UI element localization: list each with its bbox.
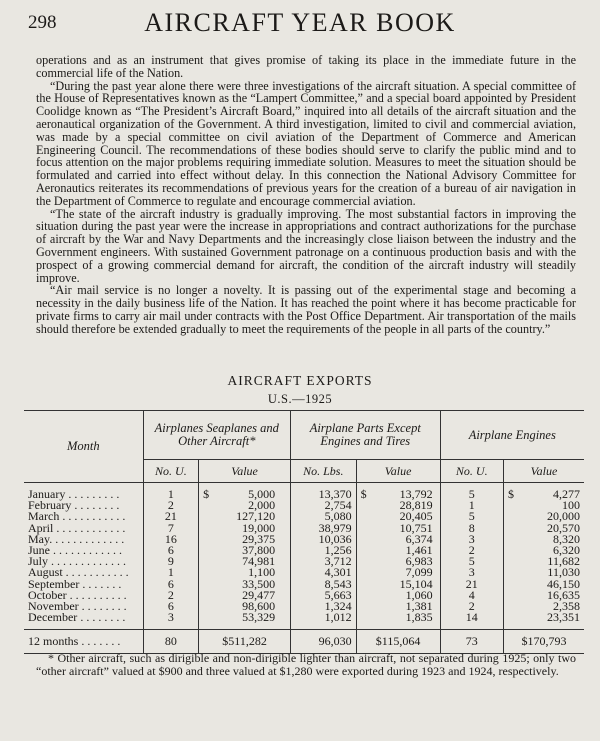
parts-value: 7,099 — [356, 567, 440, 578]
page-number: 298 — [28, 12, 57, 33]
parts-pounds: 5,080 — [290, 511, 356, 522]
parts-value: 1,461 — [356, 545, 440, 556]
subheader-no-u: No. U. — [440, 460, 503, 483]
airplane-count: 16 — [143, 534, 199, 545]
month-cell: December . . . . . . . . — [28, 610, 126, 625]
subheader-no-u: No. U. — [143, 460, 199, 483]
engine-count: 4 — [440, 590, 503, 601]
parts-pounds: 5,663 — [290, 590, 356, 601]
engine-count: 2 — [440, 601, 503, 612]
airplane-value: 127,120 — [199, 511, 291, 522]
parts-pounds: 1,256 — [290, 545, 356, 556]
airplane-value: 53,329 — [199, 612, 291, 630]
paragraph: “The state of the aircraft industry is gradually improving. The most substantial factors in improving the situation during the past year were the increase in appropriations and contract authorizations for the purchase of aircraft by the War and Navy Departments and the increasingly close liaison between the industry and the Government engineers. With sustained Government patronage on a continuous production basis and with the prospect of a growing commercial demand for aircraft, the condition of the aircraft industry will steadily improve. — [36, 206, 576, 285]
table-title: AIRCRAFT EXPORTS — [227, 373, 373, 388]
parts-pounds: 13,370 — [290, 483, 356, 501]
airplane-value: 1,100 — [199, 567, 291, 578]
parts-value-total: $115,064 — [356, 630, 440, 654]
aircraft-exports-table — [24, 410, 584, 654]
subheader-value: Value — [356, 460, 440, 483]
running-title: AIRCRAFT YEAR BOOK — [144, 8, 456, 37]
month-cell: May. . . . . . . . . . . . . — [28, 531, 125, 546]
airplane-count: 1 — [143, 483, 199, 501]
engine-value-total: $170,793 — [503, 630, 584, 654]
table-footnote: * Other aircraft, such as dirigible and non-dirigible lighter than aircraft, not separated during 1925; only two “other aircraft” valued at $900 and three valued at $1,280 were exported during 1923 and 1924, respectively. — [36, 651, 576, 678]
parts-value: 1,835 — [356, 612, 440, 630]
engine-count: 21 — [440, 579, 503, 590]
parts-value: 6,983 — [356, 556, 440, 567]
month-cell: April . . . . . . . . . . . . — [28, 520, 126, 535]
airplane-count: 7 — [143, 523, 199, 534]
engine-count: 5 — [440, 483, 503, 501]
header-airplane-parts: Airplane Parts Except Engines and Tires — [290, 411, 440, 460]
subheader-value: Value — [503, 460, 584, 483]
parts-value: 6,374 — [356, 534, 440, 545]
engine-value: 100 — [503, 500, 584, 511]
month-cell: September . . . . . . . — [28, 576, 122, 591]
parts-value: 20,405 — [356, 511, 440, 522]
subheader-value: Value — [199, 460, 291, 483]
subheader-no-lbs: No. Lbs. — [290, 460, 356, 483]
engine-value: 23,351 — [503, 612, 584, 630]
airplane-count: 21 — [143, 511, 199, 522]
engine-value: 16,635 — [503, 590, 584, 601]
engine-count: 2 — [440, 545, 503, 556]
parts-value: 1,060 — [356, 590, 440, 601]
parts-pounds: 10,036 — [290, 534, 356, 545]
parts-value: 1,381 — [356, 601, 440, 612]
engine-value: 2,358 — [503, 601, 584, 612]
airplane-count: 2 — [143, 500, 199, 511]
engine-count-total: 73 — [440, 630, 503, 654]
parts-pounds: 1,324 — [290, 601, 356, 612]
month-cell: October . . . . . . . . . . — [28, 587, 127, 602]
airplane-value: 29,375 — [199, 534, 291, 545]
airplane-value-total: $511,282 — [199, 630, 291, 654]
airplane-value: 37,800 — [199, 545, 291, 556]
engine-count: 3 — [440, 567, 503, 578]
header-airplanes: Airplanes Seaplanes and Other Aircraft* — [143, 411, 290, 460]
engine-value: 11,682 — [503, 556, 584, 567]
airplane-value: 74,981 — [199, 556, 291, 567]
engine-count: 1 — [440, 500, 503, 511]
month-cell: January . . . . . . . . . — [28, 487, 120, 501]
engine-count: 5 — [440, 511, 503, 522]
airplane-count: 9 — [143, 556, 199, 567]
airplane-count: 1 — [143, 567, 199, 578]
parts-value: 28,819 — [356, 500, 440, 511]
month-cell: August . . . . . . . . . . . — [28, 565, 129, 580]
parts-pounds: 3,712 — [290, 556, 356, 567]
body-text — [36, 54, 576, 336]
airplane-count: 6 — [143, 545, 199, 556]
parts-pounds: 4,301 — [290, 567, 356, 578]
airplane-count: 6 — [143, 579, 199, 590]
page-header — [28, 8, 572, 38]
airplane-value: 29,477 — [199, 590, 291, 601]
airplane-value: 2,000 — [199, 500, 291, 511]
parts-pounds: 1,012 — [290, 612, 356, 630]
airplane-count-total: 80 — [143, 630, 199, 654]
month-cell: February . . . . . . . . — [28, 498, 120, 513]
table-row — [24, 612, 584, 630]
parts-pounds: 2,754 — [290, 500, 356, 511]
airplane-value: 98,600 — [199, 601, 291, 612]
month-cell: November . . . . . . . . — [28, 599, 127, 614]
engine-count: 14 — [440, 612, 503, 630]
month-cell: June . . . . . . . . . . . . — [28, 543, 122, 558]
header-airplane-engines: Airplane Engines — [440, 411, 584, 460]
engine-value: 11,030 — [503, 567, 584, 578]
engine-value: 20,570 — [503, 523, 584, 534]
paragraph: “Air mail service is no longer a novelty. It is passing out of the experimental stage and becoming a necessity in the daily business life of the Nation. It has reached the point where it has become practicable for private firms to carry air mail under contracts with the Post Office Department. Air transportation of the mails should therefore be extended gradually to meet the requirements of the people in all parts of the country.” — [36, 283, 576, 336]
parts-value: $ 13,792 — [356, 483, 440, 501]
airplane-count: 2 — [143, 590, 199, 601]
parts-pounds: 38,979 — [290, 523, 356, 534]
engine-count: 8 — [440, 523, 503, 534]
parts-value: 15,104 — [356, 579, 440, 590]
engine-value: 46,150 — [503, 579, 584, 590]
month-cell: March . . . . . . . . . . . — [28, 509, 126, 524]
header-month: Month — [24, 411, 143, 483]
engine-count: 3 — [440, 534, 503, 545]
engine-value: 6,320 — [503, 545, 584, 556]
airplane-value: 19,000 — [199, 523, 291, 534]
paragraph: operations and as an instrument that gives promise of taking its place in the immediate future in the commercial life of the Nation. — [36, 53, 576, 80]
airplane-count: 3 — [143, 612, 199, 630]
parts-pounds-total: 96,030 — [290, 630, 356, 654]
engine-count: 5 — [440, 556, 503, 567]
engine-value: 20,000 — [503, 511, 584, 522]
paragraph: “During the past year alone there were three investigations of the aircraft situation. A special committee of the House of Representatives known as the “Lampert Committee,” and a special board appointed by President Coolidge known as “The President’s Aircraft Board,” inquired into all details of the aircraft situation and the aeronautical organization of the Government. A third investigation, limited to civil and commercial aviation, was made by a special committee on civil aviation of the Department of Commerce and American Engineering Council. The recommendations of these bodies should serve to clarify the public mind and to focus attention on the major problems requiring immediate solution. Measures to meet the situation should be formulated and carried into effect without delay. In this connection the National Advisory Committee for Aeronautics reiterates its recommendations of previous years for the creation of a bureau of air navigation in the Department of Commerce to regulate and encourage commercial aviation. — [36, 78, 576, 208]
table-subtitle: U.S.—1925 — [267, 392, 333, 406]
airplane-value: $ 5,000 — [199, 483, 291, 501]
parts-value: 10,751 — [356, 523, 440, 534]
engine-value: $ 4,277 — [503, 483, 584, 501]
total-label: 12 months . . . . . . . — [24, 630, 143, 654]
parts-pounds: 8,543 — [290, 579, 356, 590]
airplane-value: 33,500 — [199, 579, 291, 590]
engine-value: 8,320 — [503, 534, 584, 545]
airplane-count: 6 — [143, 601, 199, 612]
month-cell: July . . . . . . . . . . . . . — [28, 554, 127, 569]
